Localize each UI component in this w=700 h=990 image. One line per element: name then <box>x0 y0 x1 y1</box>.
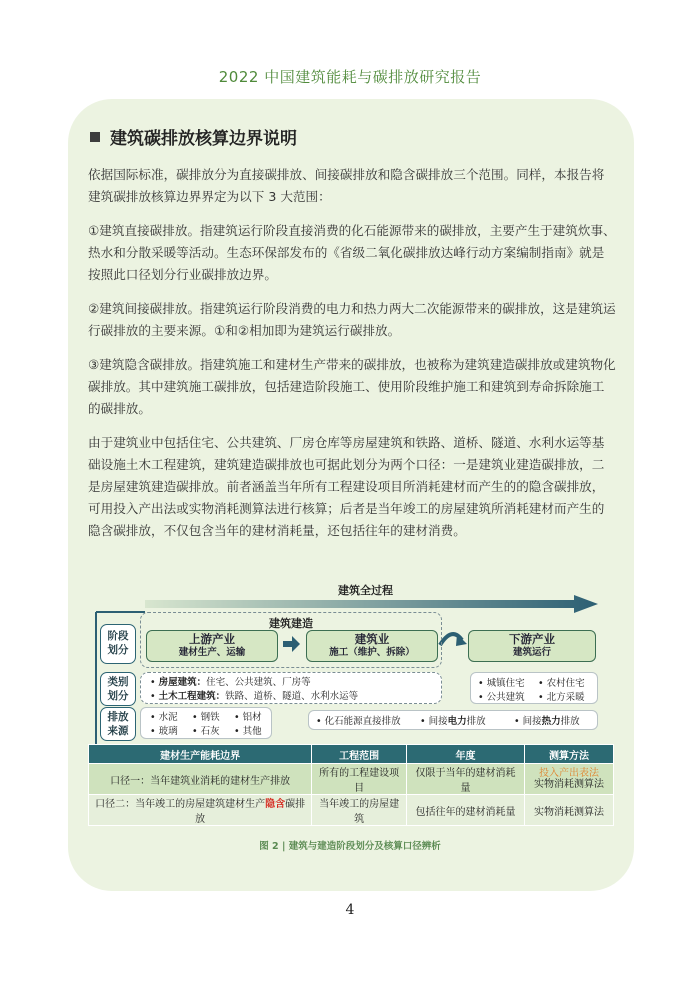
row-label-stage-1: 阶段 <box>107 630 129 642</box>
material-3: • 铝材 <box>234 712 262 723</box>
source-heat: • 间接热力排放 <box>514 716 580 727</box>
table-header-row <box>89 745 614 764</box>
category-house-items: 住宅、公共建筑、厂房等 <box>206 677 311 688</box>
row-label-stage-2: 划分 <box>107 644 129 656</box>
downstream-type-3: • 公共建筑 <box>478 692 525 703</box>
table-header-year: 年度 <box>406 745 524 764</box>
material-5: • 石灰 <box>192 726 220 737</box>
material-1: • 水泥 <box>150 712 178 723</box>
downstream-type-4-text: 北方采暖 <box>546 692 585 703</box>
source-electric-key: 电力 <box>447 716 467 727</box>
page-number: 4 <box>345 902 355 918</box>
table-header-scope: 工程范围 <box>312 745 407 764</box>
material-2: • 钢铁 <box>192 712 220 723</box>
material-2-text: 钢铁 <box>200 712 220 723</box>
table-cell: 仅限于当年的建材消耗量 <box>406 764 524 795</box>
downstream-type-3-text: 公共建筑 <box>486 692 525 703</box>
bullet-icon: • <box>150 677 159 688</box>
boundary-table <box>88 744 614 826</box>
section-title-text: 建筑碳排放核算边界说明 <box>110 129 297 149</box>
row2-suffix: 碳排放 <box>195 799 306 825</box>
source-fossil: • 化石能源直接排放 <box>316 716 401 727</box>
construction-label: 建筑建造 <box>266 615 316 631</box>
material-1-text: 水泥 <box>158 712 178 723</box>
stage-downstream <box>468 630 596 662</box>
material-5-text: 石灰 <box>200 726 220 737</box>
method-io: 投入产出表法 <box>539 768 600 779</box>
material-6-text: 其他 <box>242 726 262 737</box>
row2-highlight: 隐含 <box>265 799 286 810</box>
method-physical: 实物消耗测算法 <box>534 779 605 790</box>
source-heat-prefix: 间接 <box>522 716 542 727</box>
material-4-text: 玻璃 <box>158 726 178 737</box>
row-label-source-1: 排放 <box>107 711 129 723</box>
row-label-category-1: 类别 <box>107 676 129 688</box>
stage-downstream-sub: 建筑运行 <box>512 647 551 658</box>
source-electric-prefix: 间接 <box>428 716 448 727</box>
source-heat-suffix: 排放 <box>560 716 580 727</box>
table-cell: 口径一：当年建筑业消耗的建材生产排放 <box>89 764 312 795</box>
downstream-type-1: • 城镇住宅 <box>478 678 525 689</box>
table-header-boundary: 建材生产能耗边界 <box>89 745 312 764</box>
category-civil-label: 土木工程建筑： <box>158 691 226 702</box>
table-cell: 实物消耗测算法 <box>525 795 614 826</box>
stage-upstream-sub: 建材生产、运输 <box>178 647 246 658</box>
stage-upstream <box>146 630 278 662</box>
table-header-method: 测算方法 <box>525 745 614 764</box>
source-electric: • 间接电力排放 <box>420 716 486 727</box>
paragraph-indirect: ②建筑间接碳排放。指建筑运行阶段消费的电力和热力两大二次能源带来的碳排放，这是建筑运行碳排放的主要来源。①和②相加即为建筑运行碳排放。 <box>88 301 616 338</box>
paragraph-intro: 依据国际标准，碳排放分为直接碳排放、间接碳排放和隐含碳排放三个范围。同样，本报告将建筑碳排放核算边界界定为以下 3 大范围： <box>88 167 605 204</box>
full-process-label: 建筑全过程 <box>338 584 393 597</box>
source-fossil-text: 化石能源直接排放 <box>324 716 401 727</box>
table-cell-method <box>525 764 614 795</box>
table-cell <box>89 795 312 826</box>
table-cell: 包括往年的建材消耗量 <box>406 795 524 826</box>
row-label-category-2: 划分 <box>107 690 129 702</box>
row-label-source-2: 来源 <box>107 725 129 737</box>
row-label-category <box>100 672 136 706</box>
row-label-source <box>100 707 136 741</box>
table-cell: 所有的工程建设项目 <box>312 764 407 795</box>
downstream-type-4: • 北方采暖 <box>538 692 585 703</box>
material-6: • 其他 <box>234 726 262 737</box>
table-cell: 当年竣工的房屋建筑 <box>312 795 407 826</box>
category-civil-items: 铁路、道桥、隧道、水利水运等 <box>225 691 359 702</box>
row2-prefix: 口径二：当年竣工的房屋建筑建材生产 <box>95 799 266 810</box>
bullet-icon: • <box>150 691 159 702</box>
stage-industry-sub: 施工（维护、拆除） <box>329 647 415 658</box>
downstream-type-2-text: 农村住宅 <box>546 678 585 689</box>
report-header: 2022 中国建筑能耗与碳排放研究报告 <box>218 68 482 86</box>
paragraph-direct: ①建筑直接碳排放。指建筑运行阶段直接消费的化石能源带来的碳排放，主要产生于建筑炊事、热水和分散采暖等活动。生态环保部发布的《省级二氧化碳排放达峰行动方案编制指南》就是按照此口径划分行业碳排放边界。 <box>88 223 616 282</box>
stage-upstream-title: 上游产业 <box>189 632 235 646</box>
category-house-label: 房屋建筑： <box>158 677 207 688</box>
stage-industry <box>306 630 438 662</box>
source-electric-suffix: 排放 <box>466 716 486 727</box>
stage-downstream-title: 下游产业 <box>509 632 555 646</box>
material-4: • 玻璃 <box>150 726 178 737</box>
downstream-type-1-text: 城镇住宅 <box>486 678 525 689</box>
material-3-text: 铝材 <box>242 712 262 723</box>
downstream-type-2: • 农村住宅 <box>538 678 585 689</box>
figure-caption: 图 2 | 建筑与建造阶段划分及核算口径辨析 <box>259 841 441 852</box>
table-row <box>89 795 614 826</box>
row-label-stage <box>100 624 136 664</box>
source-heat-key: 热力 <box>541 716 561 727</box>
paragraph-scope: 由于建筑业中包括住宅、公共建筑、厂房仓库等房屋建筑和铁路、道桥、隧道、水利水运等基础设施土木工程建筑，建筑建造碳排放也可据此划分为两个口径：一是建筑业建造碳排放，二是房屋建筑建造碳排放。前者涵盖当年所有工程建设项目所消耗建材而产生的的隐含碳排放，可用投入产出法或实物消耗测算法进行核算；后者是当年竣工的房屋建筑所消耗建材而产生的隐含碳排放，不仅包含当年的建材消耗量，还包括往年的建材消费。 <box>88 435 605 538</box>
stage-industry-title: 建筑业 <box>354 632 390 646</box>
paragraph-embodied: ③建筑隐含碳排放。指建筑施工和建材生产带来的碳排放，也被称为建筑建造碳排放或建筑物化碳排放。其中建筑施工碳排放，包括建造阶段施工、使用阶段维护施工和建筑到寿命拆除施工的碳排放。 <box>88 357 616 416</box>
category-civil <box>150 688 358 702</box>
category-house <box>150 674 311 688</box>
stage-arrow-2-head <box>456 634 467 646</box>
table-row <box>89 764 614 795</box>
